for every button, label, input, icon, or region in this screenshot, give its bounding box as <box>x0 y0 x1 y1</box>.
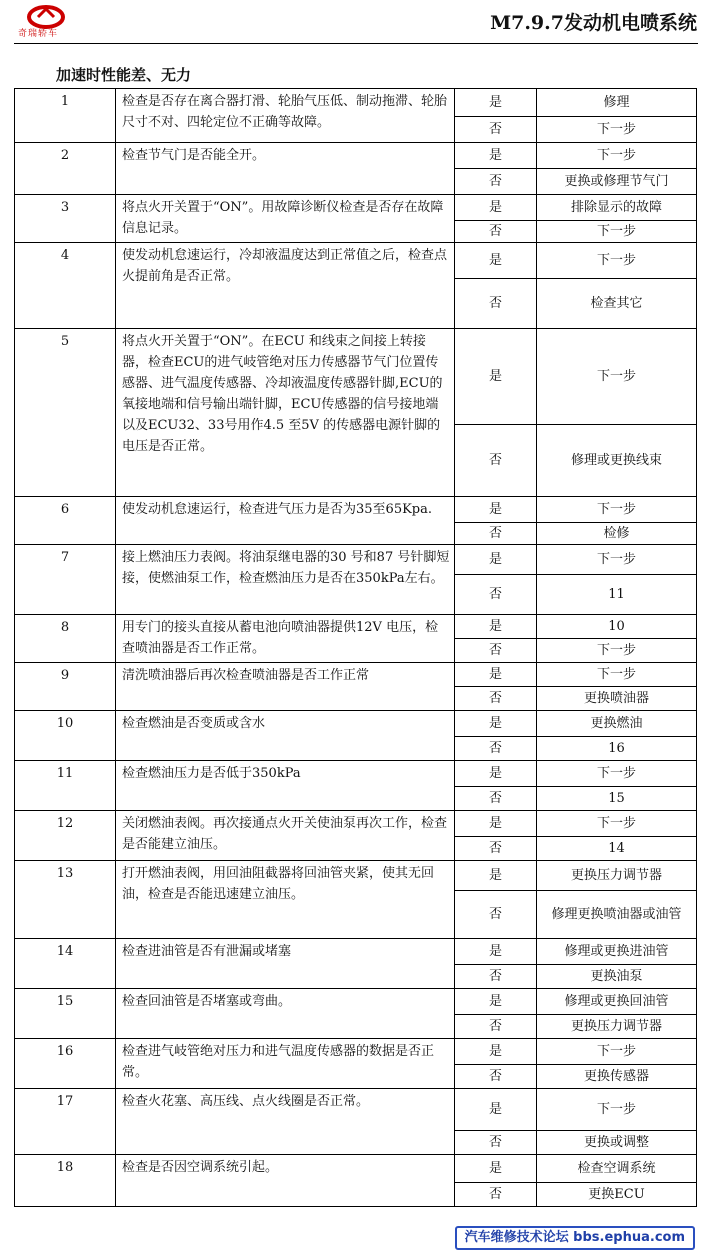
yes-action: 修理 <box>537 89 697 117</box>
yes-action: 下一步 <box>537 663 697 687</box>
no-action: 下一步 <box>537 221 697 243</box>
no-label: 否 <box>455 965 537 989</box>
no-action: 修理或更换线束 <box>537 425 697 497</box>
yes-action: 排除显示的故障 <box>537 195 697 221</box>
yes-action: 检查空调系统 <box>537 1155 697 1183</box>
page-header <box>0 0 703 44</box>
step-description: 使发动机怠速运行，检查进气压力是否为35至65Kpa. <box>116 497 455 545</box>
table-row <box>15 143 697 169</box>
step-number: 17 <box>15 1089 116 1155</box>
step-description: 将点火开关置于“ON”。在ECU 和线束之间接上转接器，检查ECU的进气岐管绝对压力传感器节气门位置传感器、进气温度传感器、冷却液温度传感器针脚,ECU的氧接地端和信号输出端针脚，ECU传感器的信号接地端以及ECU32、33号用作4.5 至5V 的传感器电源针脚的电压是否正常。 <box>116 329 455 497</box>
no-action: 14 <box>537 837 697 861</box>
no-label: 否 <box>455 891 537 939</box>
no-action: 更换传感器 <box>537 1065 697 1089</box>
yes-action: 下一步 <box>537 143 697 169</box>
step-description: 接上燃油压力表阀。将油泵继电器的30 号和87 号针脚短接，使燃油泵工作，检查燃油压力是否在350kPa左右。 <box>116 545 455 615</box>
yes-action: 10 <box>537 615 697 639</box>
no-action: 更换喷油器 <box>537 687 697 711</box>
no-action: 检修 <box>537 523 697 545</box>
yes-action: 修理或更换回油管 <box>537 989 697 1015</box>
no-label: 否 <box>455 1131 537 1155</box>
step-number: 6 <box>15 497 116 545</box>
yes-label: 是 <box>455 811 537 837</box>
no-action: 检查其它 <box>537 279 697 329</box>
step-number: 18 <box>15 1155 116 1207</box>
yes-action: 修理或更换进油管 <box>537 939 697 965</box>
yes-label: 是 <box>455 663 537 687</box>
no-label: 否 <box>455 575 537 615</box>
step-description: 检查回油管是否堵塞或弯曲。 <box>116 989 455 1039</box>
no-action: 更换或修理节气门 <box>537 169 697 195</box>
table-row <box>15 861 697 891</box>
step-description: 将点火开关置于“ON”。用故障诊断仪检查是否存在故障信息记录。 <box>116 195 455 243</box>
yes-label: 是 <box>455 711 537 737</box>
table-row <box>15 939 697 965</box>
yes-action: 下一步 <box>537 761 697 787</box>
yes-action: 下一步 <box>537 497 697 523</box>
step-description: 使发动机怠速运行，冷却液温度达到正常值之后，检查点火提前角是否正常。 <box>116 243 455 329</box>
step-description: 检查进气岐管绝对压力和进气温度传感器的数据是否正常。 <box>116 1039 455 1089</box>
yes-label: 是 <box>455 989 537 1015</box>
logo-text: 奇瑞轿车 <box>18 29 59 39</box>
yes-action: 下一步 <box>537 329 697 425</box>
step-description: 检查进油管是否有泄漏或堵塞 <box>116 939 455 989</box>
step-description: 清洗喷油器后再次检查喷油器是否工作正常 <box>116 663 455 711</box>
step-number: 2 <box>15 143 116 195</box>
yes-label: 是 <box>455 1155 537 1183</box>
yes-label: 是 <box>455 939 537 965</box>
table-row <box>15 497 697 523</box>
step-description: 检查节气门是否能全开。 <box>116 143 455 195</box>
table-row <box>15 545 697 575</box>
yes-action: 下一步 <box>537 1039 697 1065</box>
table-row <box>15 1039 697 1065</box>
step-number: 8 <box>15 615 116 663</box>
no-label: 否 <box>455 425 537 497</box>
yes-action: 下一步 <box>537 545 697 575</box>
no-label: 否 <box>455 1015 537 1039</box>
no-action: 下一步 <box>537 117 697 143</box>
step-description: 检查燃油压力是否低于350kPa <box>116 761 455 811</box>
step-number: 12 <box>15 811 116 861</box>
yes-label: 是 <box>455 243 537 279</box>
yes-label: 是 <box>455 1039 537 1065</box>
yes-action: 更换燃油 <box>537 711 697 737</box>
step-number: 1 <box>15 89 116 143</box>
yes-label: 是 <box>455 1089 537 1131</box>
diagnosis-table <box>14 88 697 1207</box>
no-action: 更换ECU <box>537 1183 697 1207</box>
no-label: 否 <box>455 279 537 329</box>
yes-action: 下一步 <box>537 811 697 837</box>
section-title: 加速时性能差、无力 <box>56 66 192 84</box>
yes-action: 下一步 <box>537 243 697 279</box>
yes-label: 是 <box>455 761 537 787</box>
yes-label: 是 <box>455 497 537 523</box>
step-description: 打开燃油表阀，用回油阻截器将回油管夹紧，使其无回油，检查是否能迅速建立油压。 <box>116 861 455 939</box>
no-action: 11 <box>537 575 697 615</box>
step-description: 用专门的接头直接从蓄电池向喷油器提供12V 电压，检查喷油器是否工作正常。 <box>116 615 455 663</box>
step-number: 4 <box>15 243 116 329</box>
table-row <box>15 711 697 737</box>
table-row <box>15 89 697 117</box>
no-label: 否 <box>455 639 537 663</box>
forum-watermark: 汽车维修技术论坛 bbs.ephua.com <box>455 1226 695 1250</box>
step-number: 11 <box>15 761 116 811</box>
yes-label: 是 <box>455 861 537 891</box>
no-label: 否 <box>455 523 537 545</box>
document-title: M7.9.7发动机电喷系统 <box>490 12 697 34</box>
no-label: 否 <box>455 1065 537 1089</box>
table-row <box>15 761 697 787</box>
table-row <box>15 195 697 221</box>
step-number: 15 <box>15 989 116 1039</box>
table-row <box>15 615 697 639</box>
header-rule <box>14 43 698 44</box>
no-label: 否 <box>455 169 537 195</box>
yes-label: 是 <box>455 545 537 575</box>
no-label: 否 <box>455 1183 537 1207</box>
step-description: 检查是否存在离合器打滑、轮胎气压低、制动拖滞、轮胎尺寸不对、四轮定位不正确等故障。 <box>116 89 455 143</box>
step-number: 3 <box>15 195 116 243</box>
no-action: 15 <box>537 787 697 811</box>
table-row <box>15 1089 697 1131</box>
yes-action: 下一步 <box>537 1089 697 1131</box>
table-row <box>15 243 697 279</box>
step-number: 7 <box>15 545 116 615</box>
yes-label: 是 <box>455 195 537 221</box>
no-label: 否 <box>455 221 537 243</box>
step-description: 检查火花塞、高压线、点火线圈是否正常。 <box>116 1089 455 1155</box>
table-row <box>15 811 697 837</box>
table-row <box>15 1155 697 1183</box>
yes-label: 是 <box>455 143 537 169</box>
step-number: 5 <box>15 329 116 497</box>
step-number: 14 <box>15 939 116 989</box>
yes-action: 更换压力调节器 <box>537 861 697 891</box>
yes-label: 是 <box>455 89 537 117</box>
no-action: 更换或调整 <box>537 1131 697 1155</box>
no-action: 下一步 <box>537 639 697 663</box>
table-row <box>15 663 697 687</box>
no-action: 更换油泵 <box>537 965 697 989</box>
step-number: 13 <box>15 861 116 939</box>
no-action: 16 <box>537 737 697 761</box>
step-description: 检查是否因空调系统引起。 <box>116 1155 455 1207</box>
no-label: 否 <box>455 787 537 811</box>
no-action: 修理更换喷油器或油管 <box>537 891 697 939</box>
no-label: 否 <box>455 837 537 861</box>
no-label: 否 <box>455 687 537 711</box>
no-action: 更换压力调节器 <box>537 1015 697 1039</box>
no-label: 否 <box>455 117 537 143</box>
step-number: 10 <box>15 711 116 761</box>
no-label: 否 <box>455 737 537 761</box>
step-number: 16 <box>15 1039 116 1089</box>
yes-label: 是 <box>455 329 537 425</box>
table-row <box>15 329 697 425</box>
step-description: 关闭燃油表阀。再次接通点火开关使油泵再次工作，检查是否能建立油压。 <box>116 811 455 861</box>
step-description: 检查燃油是否变质或含水 <box>116 711 455 761</box>
step-number: 9 <box>15 663 116 711</box>
table-row <box>15 989 697 1015</box>
yes-label: 是 <box>455 615 537 639</box>
